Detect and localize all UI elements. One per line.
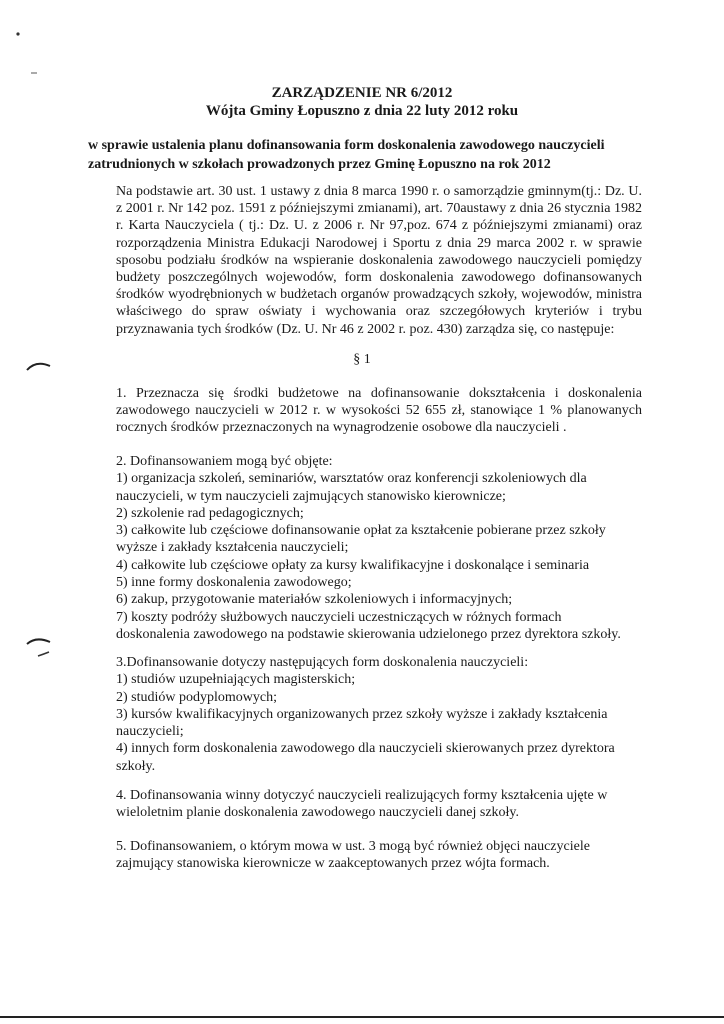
list-line: 4) innych form doskonalenia zawodowego dla nauczycieli skierowanych przez dyrektora: [116, 741, 615, 757]
scan-dash-mark: [30, 68, 40, 78]
list-line: nauczycieli;: [116, 724, 184, 740]
section-mark: § 1: [353, 352, 371, 367]
point-2-heading: 2. Dofinansowaniem mogą być objęte:: [116, 454, 333, 469]
list-line: wyższe i zakłady kształcenia nauczycieli;: [116, 540, 349, 556]
point-3-heading: 3.Dofinansowanie dotyczy następujących form doskonalenia nauczycieli:: [116, 655, 529, 670]
list-line: 5) inne formy doskonalenia zawodowego;: [116, 575, 352, 591]
list-line: 7) koszty podróży służbowych nauczycieli uczestniczących w różnych formach: [116, 609, 562, 625]
list-line: szkoły.: [116, 758, 156, 774]
document-title: ZARZĄDZENIE NR 6/2012: [271, 85, 453, 101]
document-subtitle: Wójta Gminy Łopuszno z dnia 22 luty 2012 roku: [205, 103, 519, 119]
point-3-block: [116, 654, 642, 775]
point-1-paragraph: 1. Przeznacza się środki budżetowe na dofinansowanie dokształcenia i doskonalenia zawodowego nauczycieli w 2012 r. w wysokości 52 655 zł, stanowiące 1 % planowanych rocznych środków przeznaczonych na wynagrodzenie osobowe dla nauczycieli .: [116, 386, 642, 436]
list-line: 3) kursów kwalifikacyjnych organizowanych przez szkoły wyższe i zakłady kształcenia: [116, 706, 608, 722]
scan-dot-mark: [14, 30, 24, 40]
list-line: 1) organizacja szkoleń, seminariów, warsztatów oraz konferencji szkoleniowych dla: [116, 471, 587, 487]
point-5-line: zajmujący stanowiska kierownicze w zaakceptowanych przez wójta formach.: [116, 856, 550, 872]
list-line: 2) studiów podyplomowych;: [116, 689, 277, 705]
point-5-line: 5. Dofinansowaniem, o którym mowa w ust. 3 mogą być również objęci nauczyciele: [116, 839, 590, 854]
point-4-line: 4. Dofinansowania winny dotyczyć nauczycieli realizujących formy kształcenia ujęte w: [116, 788, 608, 803]
point-5-block: [116, 838, 642, 873]
document-subject: w sprawie ustalenia planu dofinansowania form doskonalenia zawodowego nauczycieli zatrudnionych w szkołach prowadzonych przez Gminę Łopuszno na rok 2012: [88, 138, 605, 172]
point-4-block: [116, 787, 642, 822]
list-line: 6) zakup, przygotowanie materiałów szkoleniowych i informacyjnych;: [116, 592, 513, 608]
list-line: nauczycieli, w tym nauczycieli zajmujących stanowisko kierownicze;: [116, 488, 506, 504]
point-2-block: [116, 453, 642, 643]
list-line: 2) szkolenie rad pedagogicznych;: [116, 505, 304, 521]
preamble-paragraph: Na podstawie art. 30 ust. 1 ustawy z dnia 8 marca 1990 r. o samorządzie gminnym(tj.: Dz. U. z 2001 r. Nr 142 poz. 1591 z późniejszymi zmianami), art. 70austawy z dnia 26 stycznia 1982 r. Karta Nauczyciela ( tj.: Dz. U. z 2006 r. Nr 97,poz. 674 z późniejszymi zmianami) oraz rozporządzenia Ministra Edukacji Narodowej i Sportu z dnia 29 marca 2002 r. w sprawie sposobu podziału środków na wspieranie doskonalenia zawodowego nauczycieli pomiędzy budżety poszczególnych wojewodów, form doskonalenia zawodowego dofinansowanych środków wyodrębnionych w budżetach organów prowadzących szkoły, wojewodów, ministra właściwego do spraw oświaty i wychowania oraz szczegółowych kryteriów i trybu przyznawania tych środków (Dz. U. Nr 46 z 2002 r. poz. 430) zarządza się, co następuje:: [116, 184, 642, 337]
punch-hole-mark: [24, 634, 54, 664]
list-line: 3) całkowite lub częściowe dofinansowanie opłat za kształcenie pobierane przez szkoły: [116, 523, 606, 539]
point-4-line: wieloletnim planie doskonalenia zawodowego nauczycieli danej szkoły.: [116, 805, 520, 821]
list-line: 1) studiów uzupełniających magisterskich;: [116, 672, 356, 688]
scan-bottom-edge: [0, 1016, 724, 1018]
list-line: 4) całkowite lub częściowe opłaty za kursy kwalifikacyjne i doskonalące i seminaria: [116, 557, 590, 573]
list-line: doskonalenia zawodowego na podstawie skierowania udzielonego przez dyrektora szkoły.: [116, 626, 621, 642]
